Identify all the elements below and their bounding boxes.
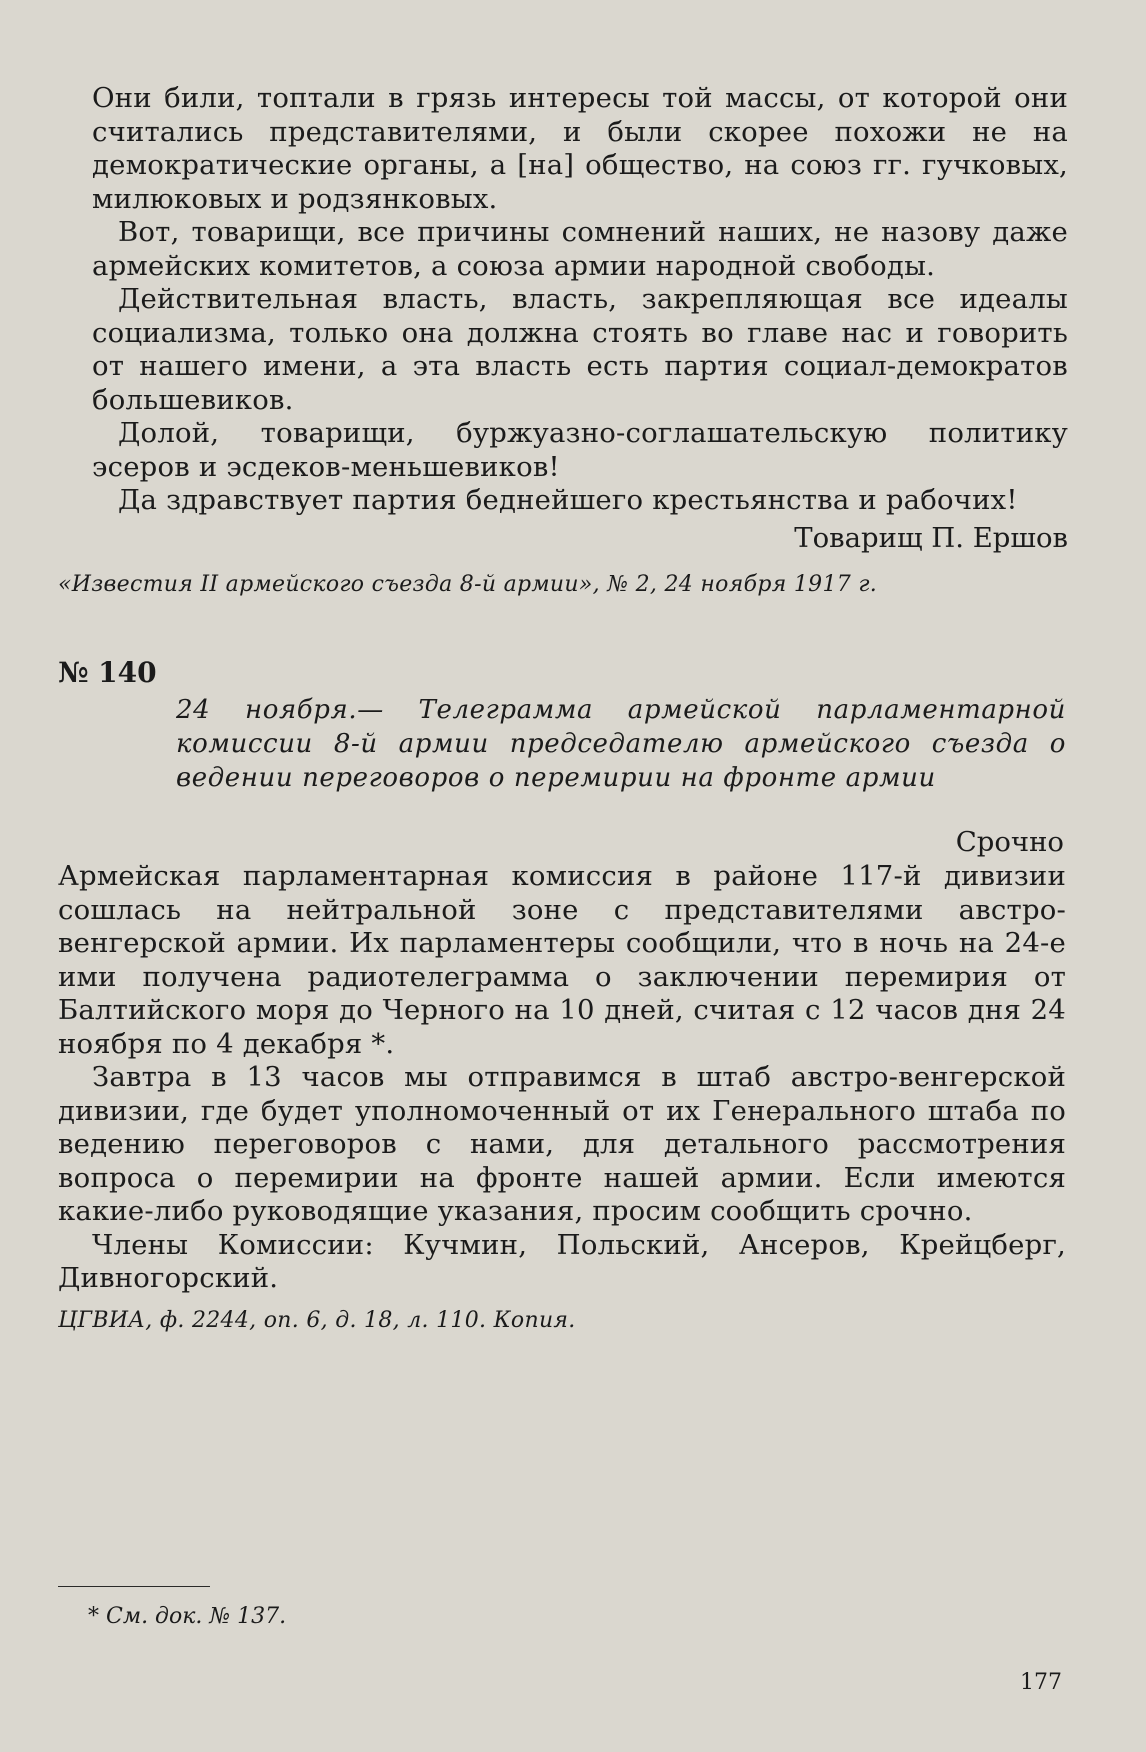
footnote-divider bbox=[58, 1586, 210, 1587]
document-heading: 24 ноября.— Телеграмма армейской парламентарной комиссии 8-й армии председателю армейского съезда о ведении переговоров о перемирии на фронте армии bbox=[176, 695, 1066, 793]
document-1-source: «Известия II армейского съезда 8-й армии», № 2, 24 ноября 1917 г. bbox=[58, 572, 878, 597]
document-1-source-block bbox=[58, 570, 1034, 600]
page-number: 177 bbox=[1020, 1670, 1062, 1695]
paragraph: Да здравствует партия беднейшего крестьянства и рабочих! bbox=[118, 484, 1018, 516]
paragraph: Они били, топтали в грязь интересы той массы, от которой они считались представителями, и были скорее похожи не на демократические органы, а [на] общество, на союз гг. гучковых, милюковых и родзянковых. bbox=[92, 82, 1068, 215]
document-2-source: ЦГВИА, ф. 2244, оп. 6, д. 18, л. 110. Копия. bbox=[58, 1307, 576, 1333]
document-2-body bbox=[58, 860, 1066, 1336]
document-number: № 140 bbox=[58, 656, 157, 689]
paragraph: Завтра в 13 часов мы отправимся в штаб австро-венгерской дивизии, где будет уполномоченный от их Генерального штаба по ведению переговоров с нами, для детального рассмотрения вопроса о перемирии на фронте нашей армии. Если имеются какие-либо руководящие указания, просим сообщить срочно. bbox=[58, 1061, 1066, 1227]
urgency-mark: Срочно bbox=[955, 826, 1064, 858]
document-1-body bbox=[92, 82, 1068, 555]
footnote: * См. док. № 137. bbox=[88, 1604, 287, 1629]
signature: Товарищ П. Ершов bbox=[794, 521, 1068, 554]
paragraph: Долой, товарищи, буржуазно-соглашательскую политику эсеров и эсдеков-меньшевиков! bbox=[92, 417, 1068, 483]
paragraph: Армейская парламентарная комиссия в районе 117-й дивизии сошлась на нейтральной зоне с представителями австро-венгерской армии. Их парламентеры сообщили, что в ночь на 24-е ими получена радиотелеграмма о заключении перемирия от Балтийского моря до Черного на 10 дней, считая с 12 часов дня 24 ноября по 4 декабря *. bbox=[58, 860, 1066, 1060]
paragraph: Члены Комиссии: Кучмин, Польский, Ансеров, Крейцберг, Дивногорский. bbox=[58, 1228, 1066, 1294]
paragraph: Вот, товарищи, все причины сомнений наших, не назову даже армейских комитетов, а союза армии народной свободы. bbox=[92, 216, 1068, 282]
paragraph: Действительная власть, власть, закрепляющая все идеалы социализма, только она должна стоять во главе нас и говорить от нашего имени, а эта власть есть партия социал-демократов большевиков. bbox=[92, 283, 1068, 416]
